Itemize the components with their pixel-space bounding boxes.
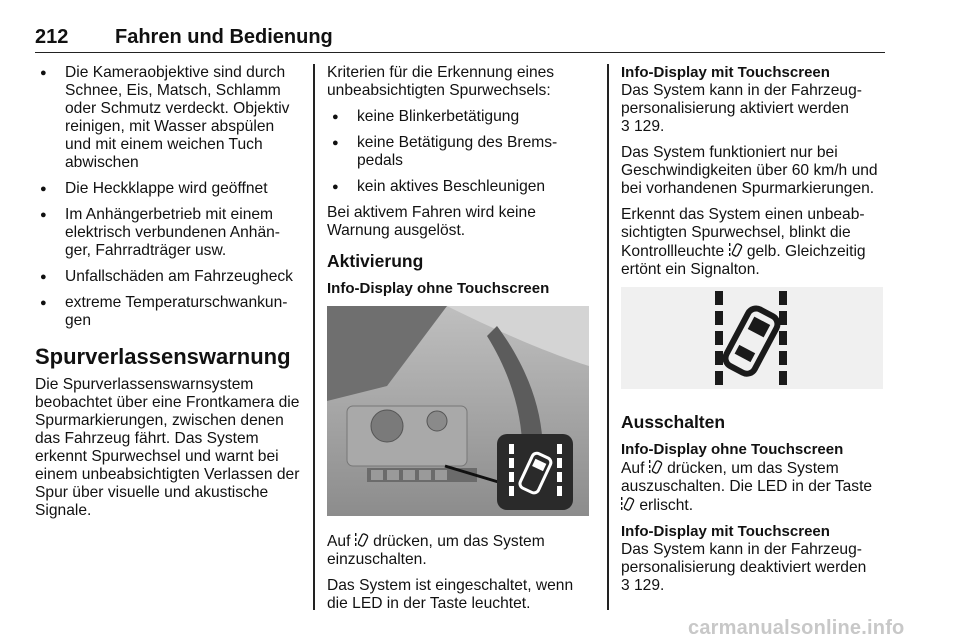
no-touchscreen-heading: Info-Display ohne Touchscreen bbox=[327, 280, 550, 297]
off-touchscreen-heading: Info-Display mit Touchscreen bbox=[621, 523, 830, 540]
watermark: carmanualsonline.info bbox=[688, 617, 905, 639]
running-title: Fahren und Bedienung bbox=[115, 26, 333, 48]
column-divider bbox=[607, 64, 609, 610]
column-2 bbox=[327, 64, 595, 621]
activation-heading: Aktivierung bbox=[327, 251, 424, 271]
list-item: ● extreme Temperaturschwankun-gen bbox=[35, 294, 301, 330]
page-reference: 3 129. bbox=[621, 118, 665, 135]
list-item: ● Die Heckklappe wird geöffnet bbox=[35, 180, 301, 198]
list-item: ● keine Betätigung des Brems-pedals bbox=[327, 134, 595, 170]
speed-note: Das System funktioniert nur bei Geschwindigkeiten über 60 km/h und bei vorhandenen Spurmarkierungen. bbox=[621, 144, 878, 197]
touchscreen-text: Das System kann in der Fahrzeug-personalisierung aktiviert werden 3 129. bbox=[621, 82, 862, 135]
activation-instruction: Auf drücken, um das System einzuschalten. bbox=[327, 533, 545, 568]
criteria-intro: Kriterien für die Erkennung eines unbeabsichtigten Spurwechsels: bbox=[327, 64, 555, 99]
criteria-list bbox=[327, 108, 595, 196]
column-divider bbox=[313, 64, 315, 610]
intro-paragraph: Die Spurverlassenswarnsystem beobachtet über eine Frontkamera die Spurmarkierungen, zwischen denen das Fahrzeug fährt. Das System erkennt Spurwechsel und warnt bei einem unbeabsichtigten Verlassen der Spur über visuelle und akustische Signale. bbox=[35, 376, 300, 519]
list-item: ● Im Anhängerbetrieb mit einem elektrisch verbundenen Anhän-ger, Fahrradträger usw. bbox=[35, 206, 301, 260]
page-reference: 3 129. bbox=[621, 577, 665, 594]
section-title: Spurverlassenswarnung bbox=[35, 344, 291, 369]
lane-departure-icon bbox=[621, 496, 635, 512]
warning-note: Bei aktivem Fahren wird keine Warnung ausgelöst. bbox=[327, 204, 536, 239]
touchscreen-heading: Info-Display mit Touchscreen bbox=[621, 64, 830, 81]
list-item: ● Unfallschäden am Fahrzeugheck bbox=[35, 268, 301, 286]
off-heading: Ausschalten bbox=[621, 412, 726, 432]
column-1 bbox=[35, 64, 301, 528]
list-item: ● keine Blinkerbetätigung bbox=[327, 108, 595, 126]
column-3 bbox=[621, 64, 889, 603]
dashboard-button-photo bbox=[327, 306, 589, 516]
on-note: Das System ist eingeschaltet, wenn die LED in der Taste leuchtet. bbox=[327, 577, 574, 612]
lane-departure-warning-icon bbox=[621, 287, 883, 389]
control-lamp-icon bbox=[729, 242, 743, 258]
detection-note: Erkennt das System einen unbeab-sichtigten Spurwechsel, blinkt die Kontrollleuchte gelb. Gleichzeitig ertönt ein Signalton. bbox=[621, 206, 866, 278]
off-no-touchscreen-heading: Info-Display ohne Touchscreen bbox=[621, 441, 844, 458]
lane-departure-icon bbox=[355, 532, 369, 548]
lane-departure-icon bbox=[649, 459, 663, 475]
list-item: ● Die Kameraobjektive sind durch Schnee, Eis, Matsch, Schlamm oder Schmutz verdeckt. Objektiv reinigen, mit Wasser abspülen und mit einem weichen Tuch abwischen bbox=[35, 64, 301, 172]
condition-list bbox=[35, 64, 301, 330]
page-number: 212 bbox=[35, 26, 69, 48]
off-instruction: Auf drücken, um das System auszuschalten. Die LED in der Taste erlischt. bbox=[621, 460, 873, 514]
off-touchscreen-text: Das System kann in der Fahrzeug-personalisierung deaktiviert werden 3 129. bbox=[621, 541, 867, 594]
list-item: ● kein aktives Beschleunigen bbox=[327, 178, 595, 196]
page-header bbox=[35, 24, 885, 53]
